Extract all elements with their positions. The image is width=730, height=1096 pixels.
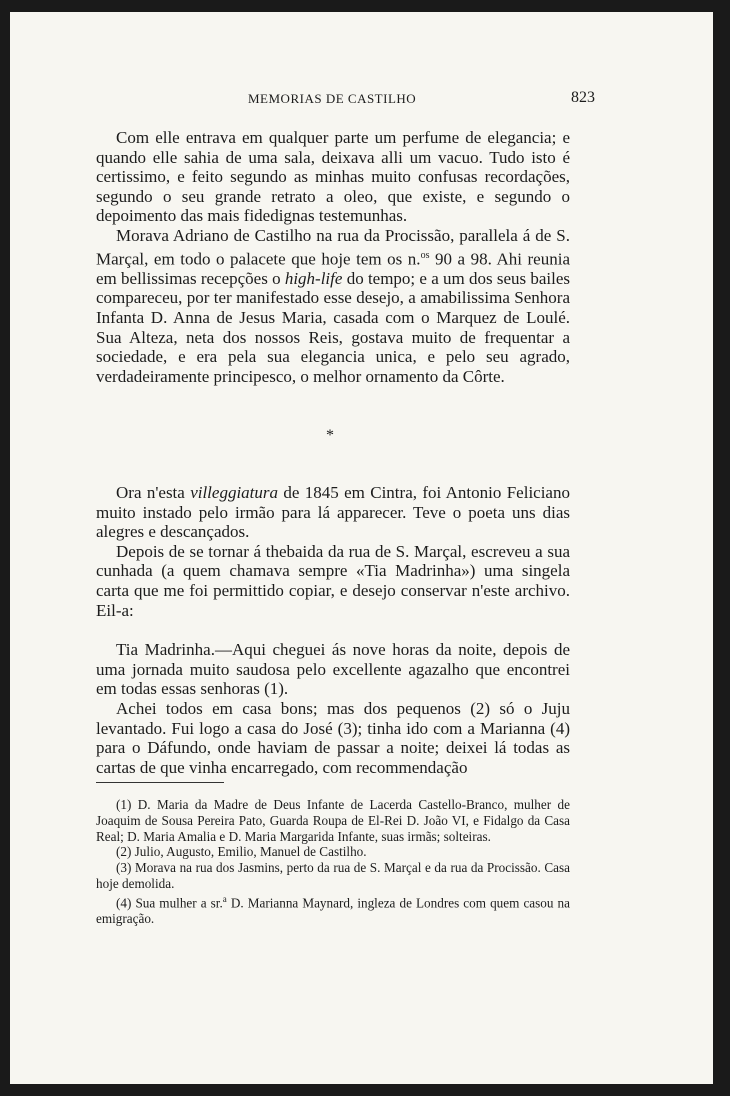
paragraph: Depois de se tornar á thebaida da rua de S. Marçal, escreveu a sua cunhada (a quem chamava sempre «Tia Madrinha») uma singela carta que me foi permittido copiar, e desejo conservar n'este archivo. Eil-a:: [96, 541, 570, 620]
letter-paragraph: Achei todos em casa bons; mas dos pequenos (2) só o Juju levantado. Fui logo a casa do José (3); tinha ido com a Marianna (4) para o Dáfundo, onde haviam de passar a noite; deixei lá todas as cartas de que vinha encarregado, com recommendação: [96, 698, 570, 777]
text-block-bottom: [96, 483, 570, 777]
paragraph: Ora n'esta villeggiatura de 1845 em Cintra, foi Antonio Feliciano muito instado pelo irmão para lá apparecer. Teve o poeta uns dias alegres e descançados.: [96, 483, 570, 542]
paragraph: Com elle entrava em qualquer parte um perfume de elegancia; e quando elle sahia de uma sala, deixava alli um vacuo. Tudo isto é certissimo, e feito segundo as minhas muito confusas recordações, segundo o seu grande retrato a oleo, que existe, e segundo o depoimento das mais fidedignas testemunhas.: [96, 128, 570, 226]
footnote: (3) Morava na rua dos Jasmins, perto da rua de S. Marçal e da rua da Procissão. Casa hoje demolida.: [96, 860, 570, 891]
letter-paragraph: Tia Madrinha.—Aqui cheguei ás nove horas da noite, depois de uma jornada muito saudosa pelo excellente agazalho que encontrei em todas essas senhoras (1).: [96, 640, 570, 699]
footnote: (2) Julio, Augusto, Emilio, Manuel de Castilho.: [116, 844, 367, 860]
page-header: [10, 91, 713, 111]
running-title: MEMORIAS DE CASTILHO: [248, 91, 417, 106]
text-block-top: [96, 128, 570, 386]
footnote: (4) Sua mulher a sr.$^a$ D. Marianna Maynard, ingleza de Londres com quem casou na emigração.: [96, 893, 570, 926]
book-page: [10, 12, 713, 1084]
footnote: (1) D. Maria da Madre de Deus Infante de Lacerda Castello-Branco, mulher de Joaquim de Sousa Pereira Pato, Guarda Roupa de El-Rei D. João VI, e Fidalgo da Casa Real; D. Maria Amalia e D. Maria Margarida Infante, suas irmãs; solteiras.: [96, 797, 570, 844]
page-number: 823: [571, 89, 595, 106]
footnotes: [96, 797, 570, 927]
section-separator: *: [326, 427, 334, 444]
paragraph: Morava Adriano de Castilho na rua da Procissão, parallela á de S. Marçal, em todo o palacete que hoje tem os n.$^{os}$ 90 a 98. Ahi reunia em bellissimas recepções o high-life do tempo; e a um dos seus bailes compareceu, por ter manifestado esse desejo, a amabilissima Senhora Infanta D. Anna de Jesus Maria, casada com o Marquez de Loulé. Sua Alteza, neta dos nossos Reis, gostava muito de frequentar a sociedade, e era pela sua elegancia unica, e pelo seu agrado, verdadeiramente principesco, o melhor ornamento da Côrte.: [96, 225, 571, 386]
footnote-rule: [96, 782, 224, 783]
